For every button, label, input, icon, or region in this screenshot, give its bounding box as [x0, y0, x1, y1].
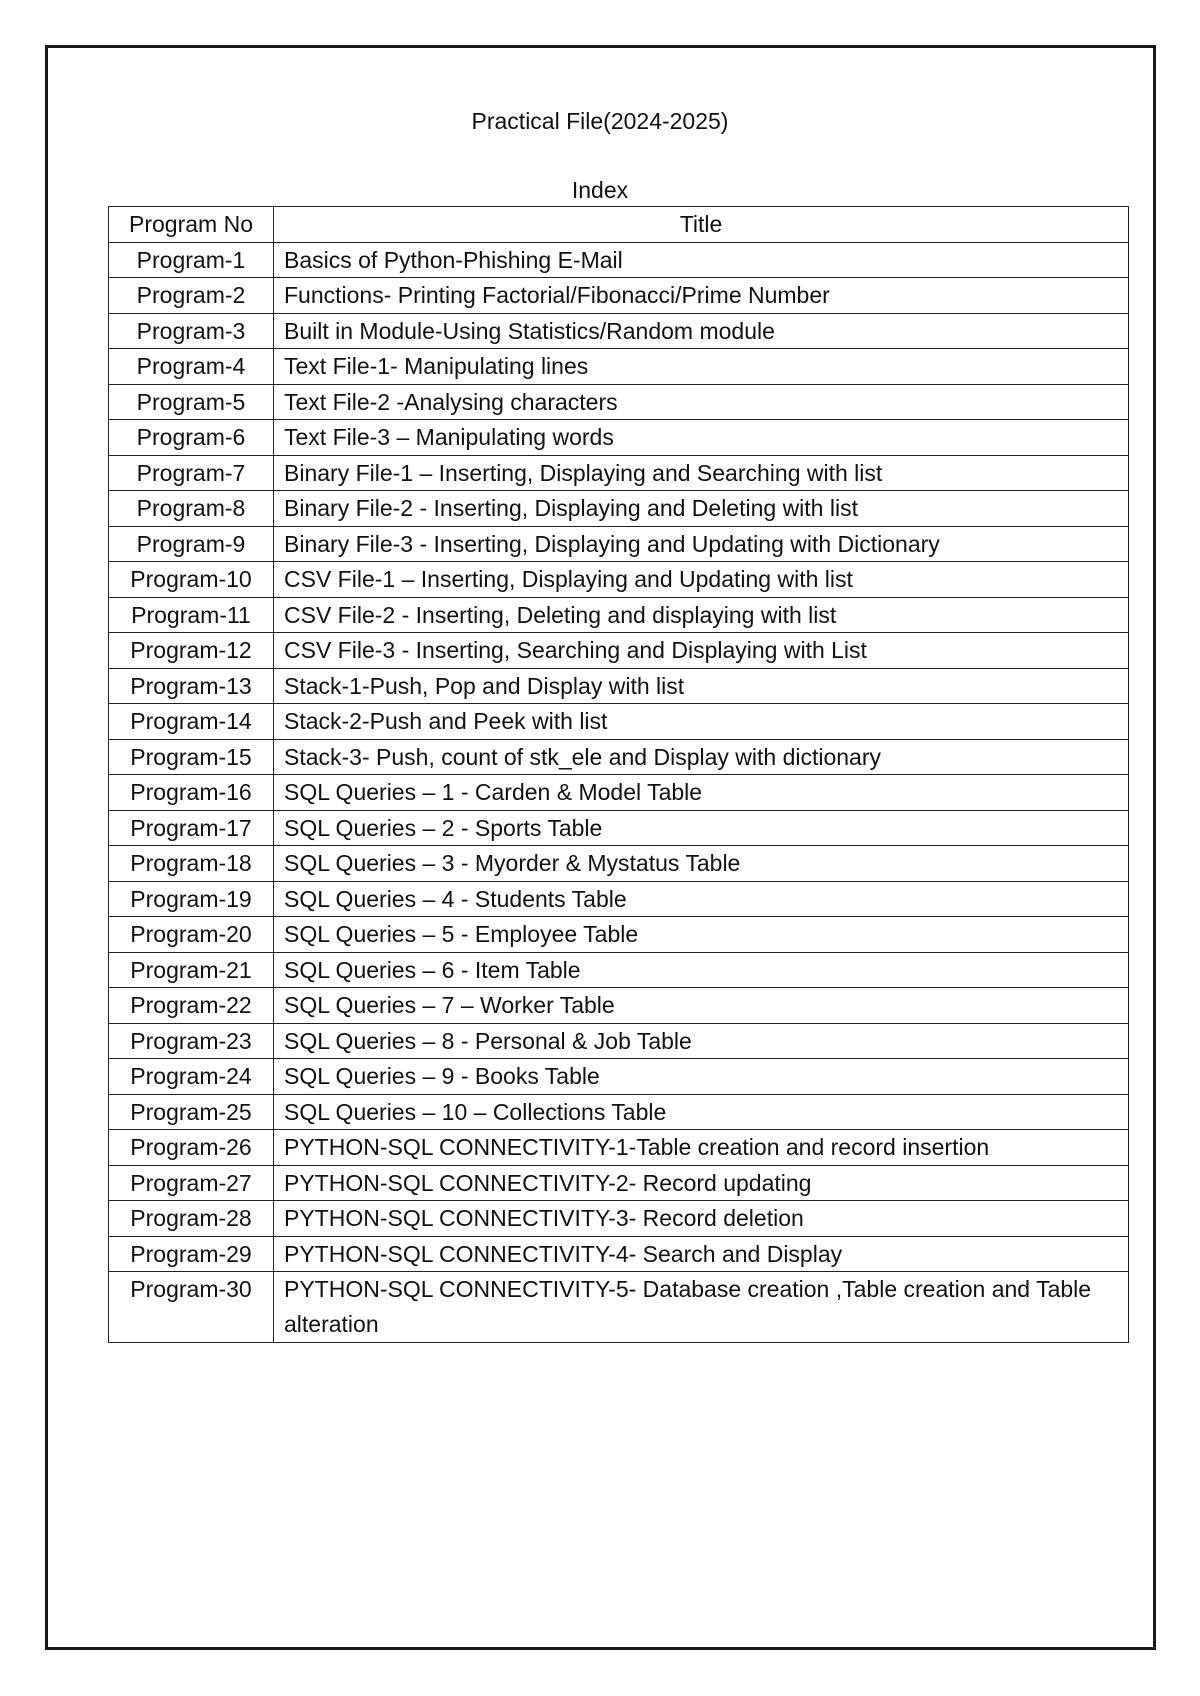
program-number-cell: Program-13	[109, 668, 274, 704]
table-row	[109, 278, 1129, 314]
program-title-cell: PYTHON-SQL CONNECTIVITY-4- Search and Display	[274, 1236, 1129, 1272]
program-title-cell: SQL Queries – 9 - Books Table	[274, 1059, 1129, 1095]
program-title-cell: PYTHON-SQL CONNECTIVITY-5- Database creation ,Table creation and Table alteration	[274, 1272, 1129, 1343]
program-number-cell: Program-5	[109, 384, 274, 420]
program-number-cell: Program-27	[109, 1165, 274, 1201]
table-row	[109, 881, 1129, 917]
program-title-cell: SQL Queries – 3 - Myorder & Mystatus Table	[274, 846, 1129, 882]
table-row	[109, 952, 1129, 988]
program-title-cell: SQL Queries – 4 - Students Table	[274, 881, 1129, 917]
program-number-cell: Program-21	[109, 952, 274, 988]
program-title-cell: Built in Module-Using Statistics/Random module	[274, 313, 1129, 349]
program-title-cell: Binary File-1 – Inserting, Displaying and Searching with list	[274, 455, 1129, 491]
table-row	[109, 633, 1129, 669]
program-number-cell: Program-18	[109, 846, 274, 882]
program-number-cell: Program-22	[109, 988, 274, 1024]
program-title-cell: Functions- Printing Factorial/Fibonacci/Prime Number	[274, 278, 1129, 314]
program-number-cell: Program-12	[109, 633, 274, 669]
table-row	[109, 420, 1129, 456]
program-number-cell: Program-20	[109, 917, 274, 953]
table-header-row	[109, 207, 1129, 243]
column-header-program-no: Program No	[109, 207, 274, 243]
program-number-cell: Program-3	[109, 313, 274, 349]
program-title-cell: SQL Queries – 6 - Item Table	[274, 952, 1129, 988]
table-row	[109, 1059, 1129, 1095]
index-table	[108, 206, 1129, 1343]
program-number-cell: Program-25	[109, 1094, 274, 1130]
program-title-cell: Binary File-2 - Inserting, Displaying and Deleting with list	[274, 491, 1129, 527]
program-number-cell: Program-6	[109, 420, 274, 456]
program-title-cell: Binary File-3 - Inserting, Displaying and Updating with Dictionary	[274, 526, 1129, 562]
program-title-cell: PYTHON-SQL CONNECTIVITY-3- Record deletion	[274, 1201, 1129, 1237]
table-row	[109, 491, 1129, 527]
program-title-cell: Stack-2-Push and Peek with list	[274, 704, 1129, 740]
program-title-cell: Basics of Python-Phishing E-Mail	[274, 242, 1129, 278]
program-title-cell: SQL Queries – 8 - Personal & Job Table	[274, 1023, 1129, 1059]
table-row	[109, 846, 1129, 882]
program-title-cell: SQL Queries – 5 - Employee Table	[274, 917, 1129, 953]
table-row	[109, 988, 1129, 1024]
program-number-cell: Program-10	[109, 562, 274, 598]
table-row	[109, 455, 1129, 491]
program-number-cell: Program-7	[109, 455, 274, 491]
program-title-cell: SQL Queries – 10 – Collections Table	[274, 1094, 1129, 1130]
program-number-cell: Program-1	[109, 242, 274, 278]
table-row	[109, 1130, 1129, 1166]
program-title-cell: SQL Queries – 2 - Sports Table	[274, 810, 1129, 846]
table-row	[109, 1236, 1129, 1272]
table-row	[109, 917, 1129, 953]
table-row	[109, 1165, 1129, 1201]
table-row	[109, 1272, 1129, 1343]
table-row	[109, 597, 1129, 633]
table-row	[109, 810, 1129, 846]
program-title-cell: PYTHON-SQL CONNECTIVITY-1-Table creation and record insertion	[274, 1130, 1129, 1166]
program-number-cell: Program-4	[109, 349, 274, 385]
program-number-cell: Program-9	[109, 526, 274, 562]
table-row	[109, 739, 1129, 775]
program-number-cell: Program-2	[109, 278, 274, 314]
program-title-cell: Text File-3 – Manipulating words	[274, 420, 1129, 456]
program-number-cell: Program-28	[109, 1201, 274, 1237]
table-row	[109, 384, 1129, 420]
table-row	[109, 668, 1129, 704]
table-row	[109, 1023, 1129, 1059]
column-header-title: Title	[274, 207, 1129, 243]
program-number-cell: Program-26	[109, 1130, 274, 1166]
program-number-cell: Program-19	[109, 881, 274, 917]
table-row	[109, 775, 1129, 811]
table-row	[109, 242, 1129, 278]
document-title: Practical File(2024-2025)	[471, 108, 729, 134]
program-number-cell: Program-16	[109, 775, 274, 811]
program-title-cell: Stack-1-Push, Pop and Display with list	[274, 668, 1129, 704]
table-row	[109, 526, 1129, 562]
table-row	[109, 1201, 1129, 1237]
program-number-cell: Program-29	[109, 1236, 274, 1272]
program-title-cell: CSV File-1 – Inserting, Displaying and Updating with list	[274, 562, 1129, 598]
program-number-cell: Program-17	[109, 810, 274, 846]
program-title-cell: PYTHON-SQL CONNECTIVITY-2- Record updating	[274, 1165, 1129, 1201]
table-body	[109, 242, 1129, 1343]
program-number-cell: Program-15	[109, 739, 274, 775]
program-number-cell: Program-11	[109, 597, 274, 633]
table-row	[109, 349, 1129, 385]
program-title-cell: SQL Queries – 1 - Carden & Model Table	[274, 775, 1129, 811]
program-title-cell: Text File-1- Manipulating lines	[274, 349, 1129, 385]
index-heading: Index	[571, 177, 629, 203]
program-number-cell: Program-30	[109, 1272, 274, 1343]
program-title-cell: Stack-3- Push, count of stk_ele and Display with dictionary	[274, 739, 1129, 775]
program-title-cell: CSV File-2 - Inserting, Deleting and displaying with list	[274, 597, 1129, 633]
table-row	[109, 313, 1129, 349]
table-row	[109, 1094, 1129, 1130]
program-title-cell: SQL Queries – 7 – Worker Table	[274, 988, 1129, 1024]
program-title-cell: CSV File-3 - Inserting, Searching and Displaying with List	[274, 633, 1129, 669]
program-title-cell: Text File-2 -Analysing characters	[274, 384, 1129, 420]
table-row	[109, 562, 1129, 598]
table-row	[109, 704, 1129, 740]
program-number-cell: Program-23	[109, 1023, 274, 1059]
program-number-cell: Program-24	[109, 1059, 274, 1095]
program-number-cell: Program-14	[109, 704, 274, 740]
program-number-cell: Program-8	[109, 491, 274, 527]
